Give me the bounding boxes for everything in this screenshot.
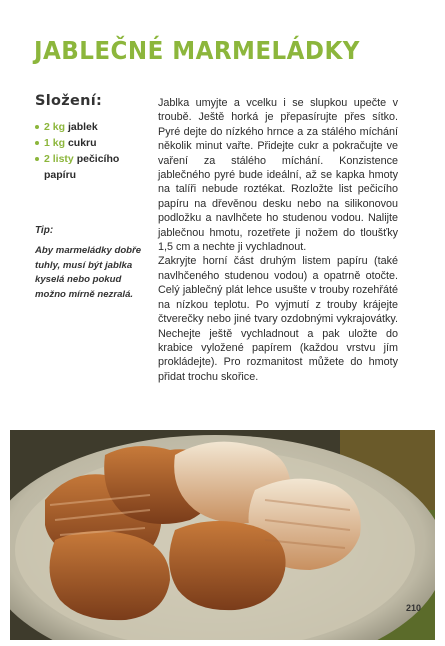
instructions	[158, 96, 398, 384]
ingredient-amount: 2 kg	[44, 121, 66, 133]
ingredient-item	[35, 135, 150, 151]
ingredient-name: jablek	[67, 121, 98, 133]
ingredient-amount: 2 listy	[44, 153, 74, 165]
ingredients-heading: Složení:	[35, 93, 103, 109]
ingredient-name: cukru	[67, 137, 97, 149]
candy-photo	[10, 430, 435, 640]
recipe-title: JABLEČNÉ MARMELÁDKY	[34, 36, 360, 65]
candy-piece	[169, 521, 285, 610]
ingredient-amount: 1 kg	[44, 137, 66, 149]
candy-piece	[50, 531, 170, 620]
instructions-paragraph: Jablka umyjte a vcelku i se slupkou upečte v troubě. Ještě horká je přepasírujte přes sítko. Pyré dejte do nízkého hrnce a za stálého míchání několik minut vařte. Přidejte cukr a pokračujte ve vaření za stálého míchání. Konzistence jablečného pyré bude ideální, až se kapka hmoty na talíři nebude roztékat. Rozložte list pečicího papíru na dřevěnou desku nebo na silikonovou podložku a navlhčete ho studenou vodou. Nalijte jablečnou hmotu, rozetřete ji nožem do tloušťky 1,5 cm a nechte ji vychladnout.	[158, 97, 398, 254]
tip-text: Aby marmeládky dobře tuhly, musí být jablka kyselá nebo pokud možno mírně nezralá.	[35, 245, 142, 300]
ingredient-item	[35, 119, 150, 135]
ingredient-name: pečicího papíru	[44, 153, 120, 181]
candy-illustration	[10, 430, 435, 640]
ingredient-item	[35, 151, 150, 183]
ingredients-list	[35, 119, 150, 183]
page-number: 210	[405, 603, 421, 613]
tip-label: Tip:	[35, 225, 54, 236]
instructions-paragraph: Zakryjte horní část druhým listem papíru (také navlhčeného studenou vodou) a opatrně otočte. Celý jablečný plát lehce usušte v trouby rozehřáté na nízkou teplotu. Po vyjmutí z trouby krájejte čtverečky nebo jiné tvary ozdobnými vykrajovátky. Nechejte ještě vychladnout a pak uložte do krabice vyložené papírem (každou vrstvu jím prokládejte). Pro rozmanitost můžete do hmoty přidat trochu skořice.	[158, 255, 398, 383]
ingredients-panel	[35, 93, 150, 183]
